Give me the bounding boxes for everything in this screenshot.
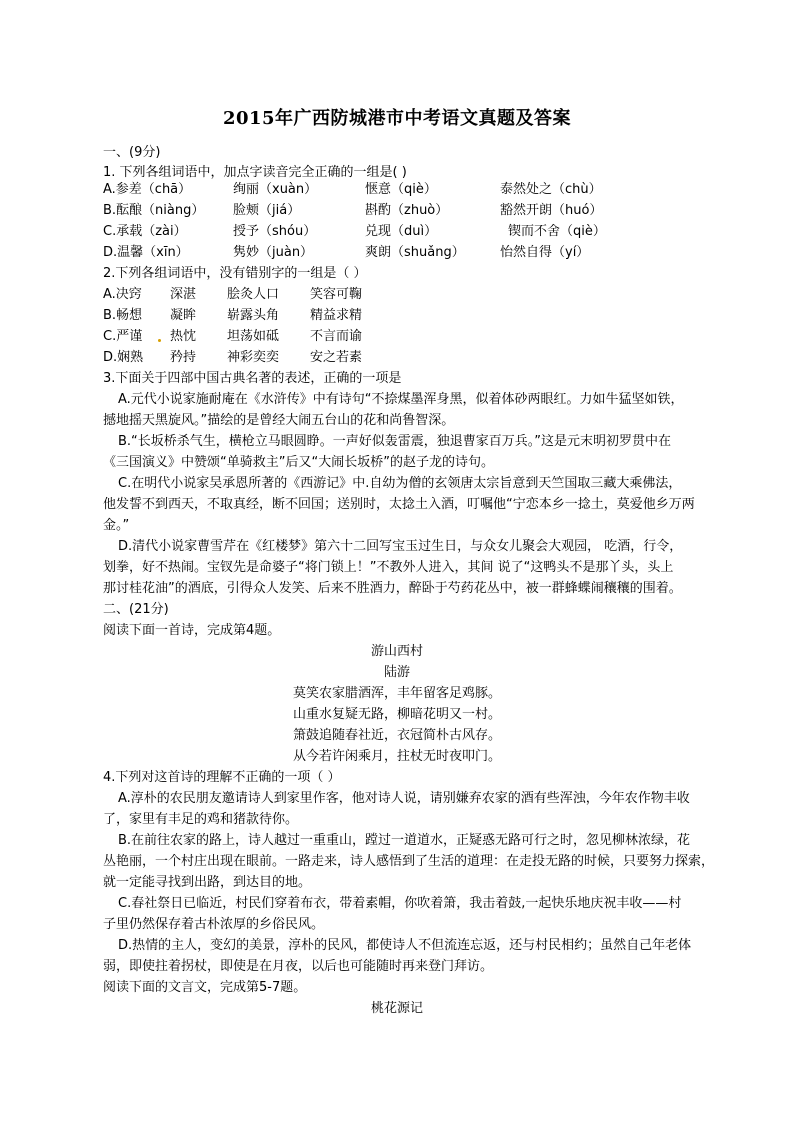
- poem-line: 莫笑农家腊酒浑，丰年留客足鸡豚。: [292, 686, 501, 701]
- q1-a-word-1: A.参差（chā）: [103, 182, 192, 197]
- q4-line: 就一定能寻找到出路，到达目的地。: [103, 875, 312, 890]
- question-1-stem: 1. 下列各组词语中，加点字读音完全正确的一组是( ): [103, 165, 407, 180]
- poem-line: 从今若许闲乘月，拄杖无时夜叩门。: [292, 749, 501, 764]
- prose-title: 桃花源记: [370, 1001, 423, 1016]
- question-3-stem: 3.下面关于四部中国古典名著的表述，正确的一项是: [103, 371, 402, 386]
- question-4-stem: 4.下列对这首诗的理解不正确的一项（ ）: [103, 770, 341, 785]
- question-2-stem: 2.下列各组词语中，没有错别字的一组是（ ）: [103, 266, 367, 281]
- q1-b-word-2: 脸颊（jiá）: [233, 203, 301, 218]
- q2-a-word-4: 笑容可鞠: [310, 287, 363, 302]
- section-1-heading: 一、(9分): [103, 145, 161, 160]
- q2-a-word-3: 脍灸人口: [227, 287, 280, 302]
- q1-c-word-4: 锲而不舍（qiè）: [508, 224, 606, 239]
- poem-instruction: 阅读下面一首诗，完成第4题。: [103, 623, 281, 638]
- q3-line: 金。”: [103, 518, 130, 533]
- q1-c-word-2: 授予（shóu）: [233, 224, 317, 239]
- q1-a-word-4: 泰然处之（chù）: [500, 182, 602, 197]
- q1-b-word-3: 斟酌（zhuò）: [365, 203, 449, 218]
- q3-line: A.元代小说家施耐庵在《水浒传》中有诗句“不捺煤墨浑身黑，似着体砂两眼红。力如牛猛坚如铁，: [118, 392, 684, 407]
- q1-c-word-3: 兑现（duì）: [365, 224, 438, 239]
- poem-line: 山重水复疑无路，柳暗花明又一村。: [292, 707, 501, 722]
- q1-a-word-2: 绚丽（xuàn）: [233, 182, 318, 197]
- q2-c-word-3: 坦荡如砥: [227, 329, 280, 344]
- q3-line: 他发誓不到西天，不取真经，断不回国；送别时，太捻土入酒，叮嘱他“宁恋本乡一捻土，莫爱他乡万两: [103, 497, 695, 512]
- q2-d-word-1: D.娴熟: [103, 350, 144, 365]
- prose-instruction: 阅读下面的文言文，完成第5-7题。: [103, 980, 307, 995]
- q3-line: B.“长坂桥杀气生，横枪立马眼圆睁。一声好似轰雷震，独退曹家百万兵。”这是元末明初罗贯中在: [118, 434, 672, 449]
- q2-c-word-4: 不言而谕: [310, 329, 363, 344]
- page-title: 2015年广西防城港市中考语文真题及答案: [222, 108, 572, 129]
- poem-author: 陆游: [383, 665, 410, 680]
- q2-a-word-1: A.决窍: [103, 287, 142, 302]
- q2-c-word-2: 热忱: [170, 329, 197, 344]
- q2-d-word-2: 矜持: [170, 350, 197, 365]
- q1-d-word-4: 怡然自得（yí）: [500, 245, 590, 260]
- q1-d-word-1: D.温馨（xīn）: [103, 245, 189, 260]
- q4-line: 丛艳丽，一个村庄出现在眼前。一路走来，诗人感悟到了生活的道理：在走投无路的时候，只要努力探索，: [103, 854, 715, 869]
- q3-line: 撼地摇天黑旋风。”描绘的是曾经大闹五台山的花和尚鲁智深。: [103, 413, 455, 428]
- q2-b-word-3: 崭露头角: [227, 308, 280, 323]
- q4-line: 了，家里有丰足的鸡和猪款待你。: [103, 812, 299, 827]
- q3-line: C.在明代小说家吴承恩所著的《西游记》中.自幼为僧的玄领唐太宗旨意到天竺国取三藏大乘佛法，: [118, 476, 682, 491]
- q2-b-word-4: 精益求精: [310, 308, 363, 323]
- q3-line: D.清代小说家曹雪芹在《红楼梦》第六十二回写宝玉过生日，与众女儿聚会大观园， 吃酒，行令，: [118, 539, 683, 554]
- q4-line: A.淳朴的农民朋友邀请诗人到家里作客，他对诗人说，请别嫌弃农家的酒有些浑浊，今年农作物丰收: [118, 791, 690, 806]
- section-2-heading: 二、(21分): [103, 602, 169, 617]
- q4-line: C.春社祭日已临近，村民们穿着布衣，带着素帽，你吹着箫，我击着鼓,一起快乐地庆祝丰收——村: [118, 896, 682, 911]
- q2-b-word-2: 凝眸: [170, 308, 197, 323]
- q3-line: 划拳，好不热闹。宝钗先是命婆子“将门锁上！”不教外人进入，其间 说了“这鸭头不是那丫头，头上: [103, 560, 674, 575]
- q4-line: D.热情的主人，变幻的美景，淳朴的民风，都使诗人不但流连忘返，还与村民相约；虽然自己年老体: [118, 938, 692, 953]
- marker-dot: [158, 339, 161, 342]
- q2-d-word-3: 神彩奕奕: [227, 350, 280, 365]
- q4-line: 弱，即使拄着拐杖，即使是在月夜，以后也可能随时再来登门拜访。: [103, 959, 494, 974]
- q2-b-word-1: B.畅想: [103, 308, 143, 323]
- q4-line: B.在前往农家的路上，诗人越过一重重山，蹚过一道道水，正疑惑无路可行之时，忽见柳林浓绿，花: [118, 833, 691, 848]
- q2-c-word-1: C.严谨: [103, 329, 143, 344]
- poem-title: 游山西村: [370, 644, 423, 659]
- q1-c-word-1: C.承载（zài）: [103, 224, 187, 239]
- q2-a-word-2: 深湛: [170, 287, 197, 302]
- q1-b-word-1: B.酝酿（niàng）: [103, 203, 205, 218]
- q3-line: 《三国演义》中赞颂“单骑救主”后又“大闹长坂桥”的赵子龙的诗句。: [103, 455, 494, 470]
- q1-d-word-2: 隽妙（juàn）: [233, 245, 314, 260]
- q3-line: 那讨桂花油”的酒底，引得众人发笑、后来不胜酒力，醉卧于芍药花丛中，被一群蜂蝶闹穰穰的围着。: [103, 581, 682, 596]
- q1-d-word-3: 爽朗（shuǎng）: [365, 245, 465, 260]
- poem-line: 箫鼓追随春社近，衣冠简朴古风存。: [292, 728, 501, 743]
- q1-b-word-4: 豁然开朗（huó）: [500, 203, 603, 218]
- q2-d-word-4: 安之若素: [310, 350, 363, 365]
- q4-line: 子里仍然保存着古朴浓厚的乡俗民风。: [103, 917, 325, 932]
- q1-a-word-3: 惬意（qiè）: [365, 182, 437, 197]
